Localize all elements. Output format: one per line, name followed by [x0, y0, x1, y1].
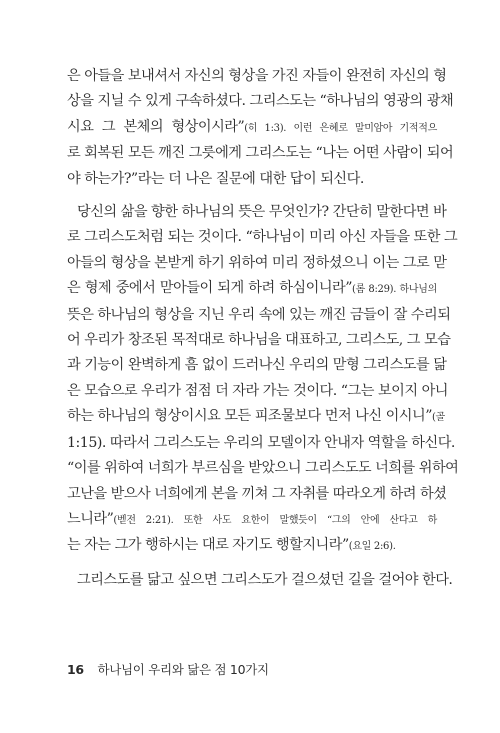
running-title: 하나님이 우리와 닮은 점 10가지: [97, 662, 269, 677]
text-segment: 느니라”: [67, 510, 114, 527]
text-line: 은 아들을 보내셔서 자신의 형상을 가진 자들이 완전히 자신의 형: [67, 68, 447, 84]
scripture-reference: (골: [431, 412, 445, 424]
text-line: 상을 지닐 수 있게 구속하셨다. 그리스도는 “하나님의 영광의 광채: [67, 93, 454, 110]
text-line: 과 기능이 완벽하게 흠 없이 드러나신 우리의 맏형 그리스도를 닮: [67, 357, 447, 374]
scripture-reference: (롬 8:29). 하나님의: [352, 284, 437, 296]
text-segment: 은 형제 중에서 맏아들이 되게 하려 하심이니라”: [67, 280, 352, 297]
text-segment: 는 자는 그가 행하시는 대로 자기도 행할지니라”: [67, 537, 349, 554]
text-segment: 시요 그 본체의 형상이시라”: [67, 118, 245, 135]
text-line: 아들의 형상을 본받게 하기 위하여 미리 정하셨으니 이는 그로 맏: [67, 254, 447, 271]
text-line: 고난을 받으사 너희에게 본을 끼쳐 그 자취를 따라오게 하려 하셨: [67, 485, 447, 502]
text-line: 당신의 삶을 향한 하나님의 뜻은 무엇인가? 간단히 말한다면 바: [77, 204, 447, 221]
text-line: 야 하는가?”라는 더 나은 질문에 대한 답이 되신다.: [67, 170, 364, 187]
text-line: 뜻은 하나님의 형상을 지닌 우리 속에 있는 깨진 금들이 잘 수리되: [67, 306, 451, 323]
text-line: 어 우리가 창조된 목적대로 하나님을 대표하고, 그리스도, 그 모습: [67, 332, 451, 349]
text-line: 1:15). 따라서 그리스도는 우리의 모델이자 안내자 역할을 하신다.: [67, 434, 455, 451]
scripture-reference: (히 1:3). 이런 은혜로 말미암아 기적적으: [244, 122, 437, 134]
text-line: [67, 404, 445, 430]
text-line: [67, 115, 437, 141]
body-text: [67, 64, 459, 593]
text-line: [67, 276, 437, 302]
text-line: [67, 533, 437, 559]
text-line: 은 모습으로 우리가 점점 더 자라 가는 것이다. “그는 보이지 아니: [67, 382, 448, 399]
text-segment: 하는 하나님의 형상이시요 모든 피조물보다 먼저 나신 이시니”: [67, 408, 432, 425]
text-line: 로 회복된 모든 깨진 그릇에게 그리스도는 “나는 어떤 사람이 되어: [67, 145, 454, 162]
scripture-reference: (벧전 2:21). 또한 사도 요한이 말했듯이 “그의 안에 산다고 하: [113, 514, 437, 526]
text-line: 로 그리스도처럼 되는 것이다. “하나님이 미리 아신 자들을 또한 그: [67, 229, 458, 246]
page-footer: [67, 660, 269, 678]
page-number: 16: [67, 662, 84, 677]
scripture-reference: (요일 2:6).: [348, 541, 396, 553]
text-line: [67, 507, 437, 533]
text-line: “이를 위하여 너희가 부르심을 받았으니 그리스도도 너희를 위하여: [67, 460, 459, 477]
text-line: 그리스도를 닮고 싶으면 그리스도가 걸으셨던 길을 걸어야 한다.: [77, 571, 453, 588]
